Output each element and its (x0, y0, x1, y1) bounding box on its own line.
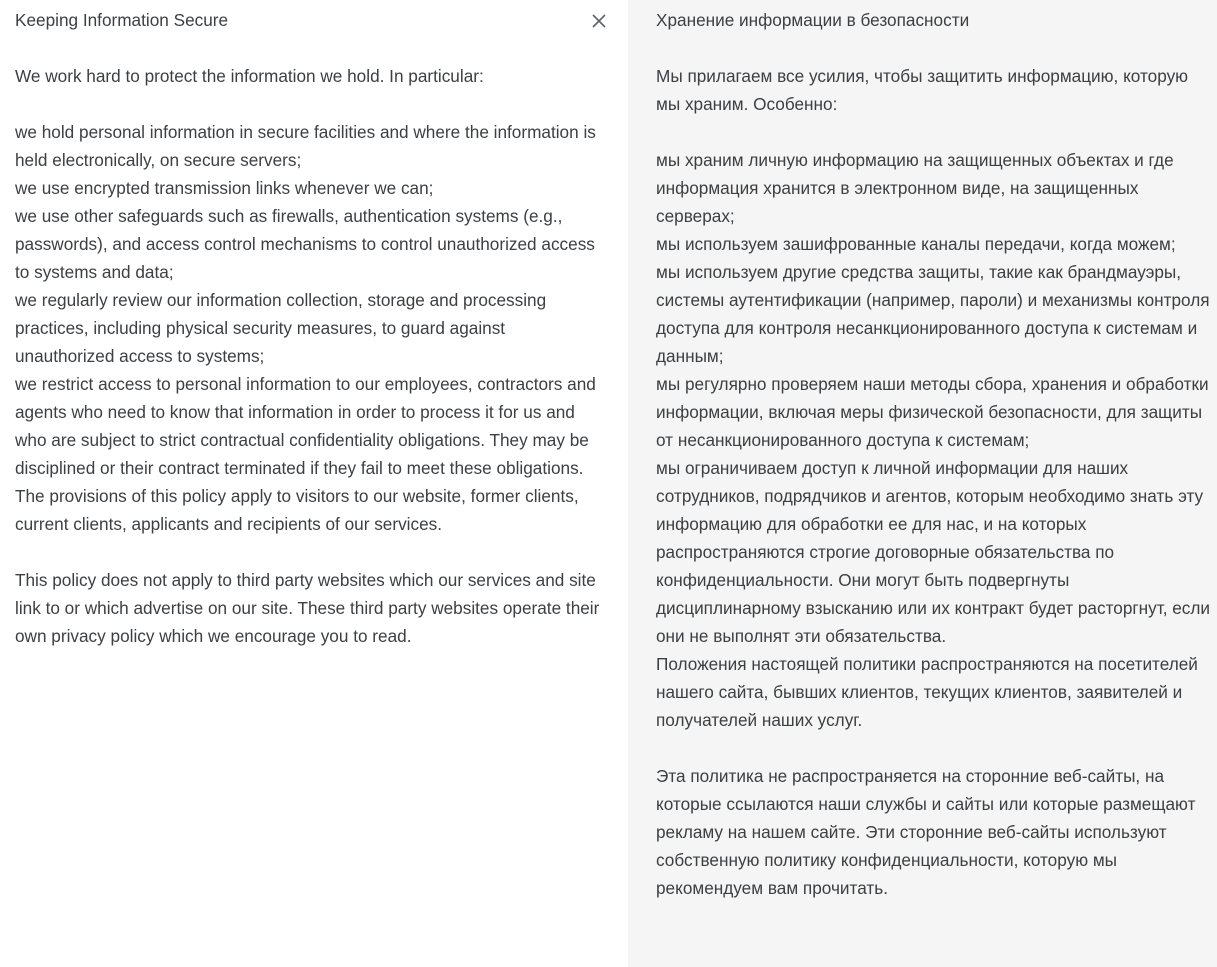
translated-text: Хранение информации в безопасности Мы прилагаем все усилия, чтобы защитить информацию, которую мы храним. Особенно: мы храним личную информацию на защищенных объектах и где информация хранится в электронном виде, на защищенных серверах; мы используем зашифрованные каналы передачи, когда можем; мы используем другие средства защиты, такие как брандмауэры, системы аутентификации (например, пароли) и механизмы контроля доступа для контроля несанкционированного доступа к системам и данным; мы регулярно проверяем наши методы сбора, хранения и обработки информации, включая меры физической безопасности, для защиты от несанкционированного доступа к системам; мы ограничиваем доступ к личной информации для наших сотрудников, подрядчиков и агентов, которым необходимо знать эту информацию для обработки ее для нас, и на которых распространяются строгие договорные обязательства по конфиденциальности. Они могут быть подвергнуты дисциплинарному взысканию или их контракт будет расторгнут, если они не выполнят эти обязательства. Положения настоящей политики распространяются на посетителей нашего сайта, бывших клиентов, текущих клиентов, заявителей и получателей наших услуг. Эта политика не распространяется на сторонние веб-сайты, на которые ссылаются наши службы и сайты или которые размещают рекламу на нашем сайте. Эти сторонние веб-сайты используют собственную политику конфиденциальности, которую мы рекомендуем вам прочитать. (656, 10, 1211, 898)
source-text[interactable]: Keeping Information Secure We work hard to protect the information we hold. In particular: we hold personal information in secure facilities and where the information is held electronically, on secure servers; we use encrypted transmission links whenever we can; we use other safeguards such as firewalls, authentication systems (e.g., passwords), and access control mechanisms to control unauthorized access to systems and data; we regularly review our information collection, storage and processing practices, including physical security measures, to guard against unauthorized access to systems; we restrict access to personal information to our employees, contractors and agents who need to know that information in order to process it for us and who are subject to strict contractual confidentiality obligations. They may be disciplined or their contract terminated if they fail to meet these obligations. The provisions of this policy apply to visitors to our website, former clients, current clients, applicants and recipients of our services. This policy does not apply to third party websites which our services and site link to or which advertise on our site. These third party websites operate their own privacy policy which we encourage you to read. (15, 10, 600, 646)
translated-text-pane (628, 0, 1217, 967)
clear-source-button[interactable] (588, 10, 610, 32)
close-icon (591, 13, 607, 29)
